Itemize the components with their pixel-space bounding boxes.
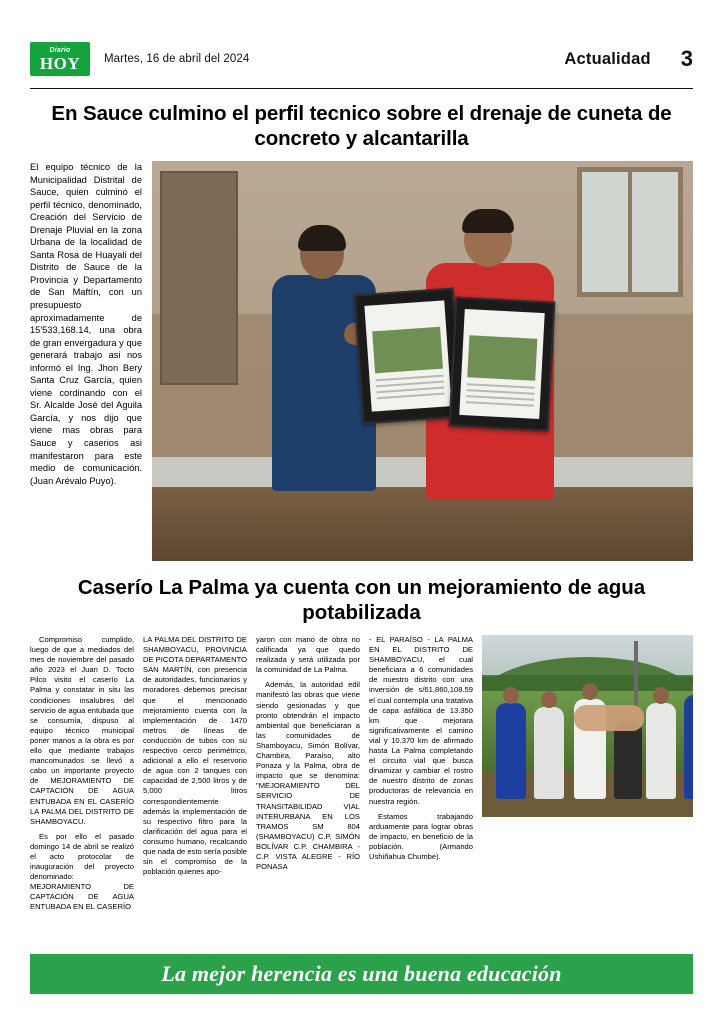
paragraph: Estamos trabajando arduamente para lograr obras de impacto, en beneficio de la población. (Armando Ushiñahua Chumbe). [369,811,473,861]
section-title: Actualidad [564,49,651,68]
article-2-column-3 [256,635,360,877]
article-2 [30,635,693,918]
logo-top-text: Diario [49,46,71,54]
article-2-column-5 [482,635,693,817]
paragraph: Compromiso cumplido, luego de que a mediados del mes de noviembre del pasado año 2023 el Juan D. Tocto Pilco visito el caserío La Palma y constatar in situ las condiciones insalubres del servicio de agua entubada que se consumía, dispuso al equipo técnico municipal poner manos a la obra es por ello que mediante trabajos mancomunados se llevó a cabo un importante proyecto de MEJORAMIENTO DE CAPTACIÓN DE AGUA ENTUBADA EN EL CASERÍO LA PALMA DEL DISTRITO DE SHAMBOYACU. [30,635,134,826]
publication-date: Martes, 16 de abril del 2024 [104,53,250,65]
person [534,707,564,799]
hands-together [574,705,644,731]
photo-scene-community [482,635,693,817]
person [646,703,676,799]
footer-banner-text: La mejor herencia es una buena educación [161,961,562,986]
article-2-column-2 [143,635,247,882]
door-shape [160,171,238,385]
page-number: 3 [680,46,693,71]
paragraph: Además, la autoridad edil manifestó las obras que viene siendo gesionadas y que pronto obtendrán el impacto ambiental que beneficiaran a las comunidades de Shamboyacu, Simón Bolívar, Chambira, Paraíso, alto Ponaza y la Palma, obra de impacto que se denomina: "MEJORAMIENTO DEL SERVICIO DE TRANSITABILIDAD VIAL INTERURBANA EN LOS TRAMOS SM 804 (SHAMBOYACU) C.P. SIMÓN BOLÍVAR C.P. CHAMBIRA - C.P. VISTA ALEGRE - RÍO PONASA [256,680,360,872]
article-2-column-4 [369,635,473,867]
article-1-photo [152,161,693,561]
paragraph: Es por ello el pasado domingo 14 de abril se realizó el acto protocolar de inauguración del proyecto denominado: MEJORAMIENTO DE CAPTACIÓN DE AGUA ENTUBADA EN EL CASERÍO [30,831,134,912]
document-folder-1 [354,288,463,425]
newspaper-logo [30,42,90,76]
article-1-body: El equipo técnico de la Municipalidad Distrital de Sauce, quien culminó el perfil técnico, denominado, Creación del Servicio de Drenaje Pluvial en la zona Urbana de la localidad de Santa Rosa de Huayali del Distrito de Sauce de la Provincia y Departamento de San Maftín, con un presupuesto aproximadamente de 15'533,168.14, una obra de gran envergadura y que generará trabajo asi nos informó el Ing. Jhon Bery Santa Cruz García, quien viene cordinando con el Sr. Alcalde José del Aguila García, y nos dijo que viene mas obras para Sauce y caserios asi manifestaron para este medio de comunicación. (Juan Arévalo Puyo). [30,162,142,486]
photo-scene-office [152,161,693,561]
logo-main-text: HOY [39,53,81,73]
person [684,695,693,799]
footer-banner [30,954,693,994]
person [614,721,642,799]
article-1 [30,161,693,561]
window-shape [577,167,683,297]
article-1-headline: En Sauce culmino el perfil tecnico sobre el drenaje de cuneta de concreto y alcantarilla [51,102,672,150]
document-folder-2 [449,296,556,431]
article-2-photo [482,635,693,817]
person [496,703,526,799]
paragraph: yaron con mano de obra no calificada ya que quedo realizada y será utilizada por la comunidad de La Palma. [256,635,360,675]
paragraph: - EL PARAÍSO - LA PALMA EN EL DISTRITO DE SHAMBOYACU, el cual beneficiara a 6 comunidades de nuestro distrito con una inversión de s/61,860,108.59 el cual contempla una tratativa de capa asfáltica de 13.350 km que mejorara significativamente el camino vial y 10.370 km de afirmado hasta La Palma completando el circuito vial que busca dinamizar y cambiar el rostro de nuestro distrito de zonas productoras de relevancia en nuestra región. [369,635,473,806]
masthead [30,0,693,80]
article-2-headline: Caserío La Palma ya cuenta con un mejoramiento de agua potabilizada [77,576,646,624]
paragraph: LA PALMA DEL DISTRITO DE SHAMBOYACU, PROVINCIA DE PICOTA DEPARTAMENTO SAN MARTÍN, con presencia de autoridades, funcionarios y moradores debemos precisar que el mencionado mejoramiento cuenta con la implementación de 1470 metros de líneas de conducción de tubos con su respectivo cerco perimétrico, adicional a ello el reservorio de agua con 2 tanques con capacidad de 2,500 litros y de 5,000 litros correspondientemente además la implementación de su respectivo filtro para la clarificación del agua para el consumo humano, recalcando que nada de esto sería posible sin el compromiso de la población quienes apo- [143,635,247,877]
header-divider [30,88,693,89]
article-2-column-1 [30,635,134,918]
